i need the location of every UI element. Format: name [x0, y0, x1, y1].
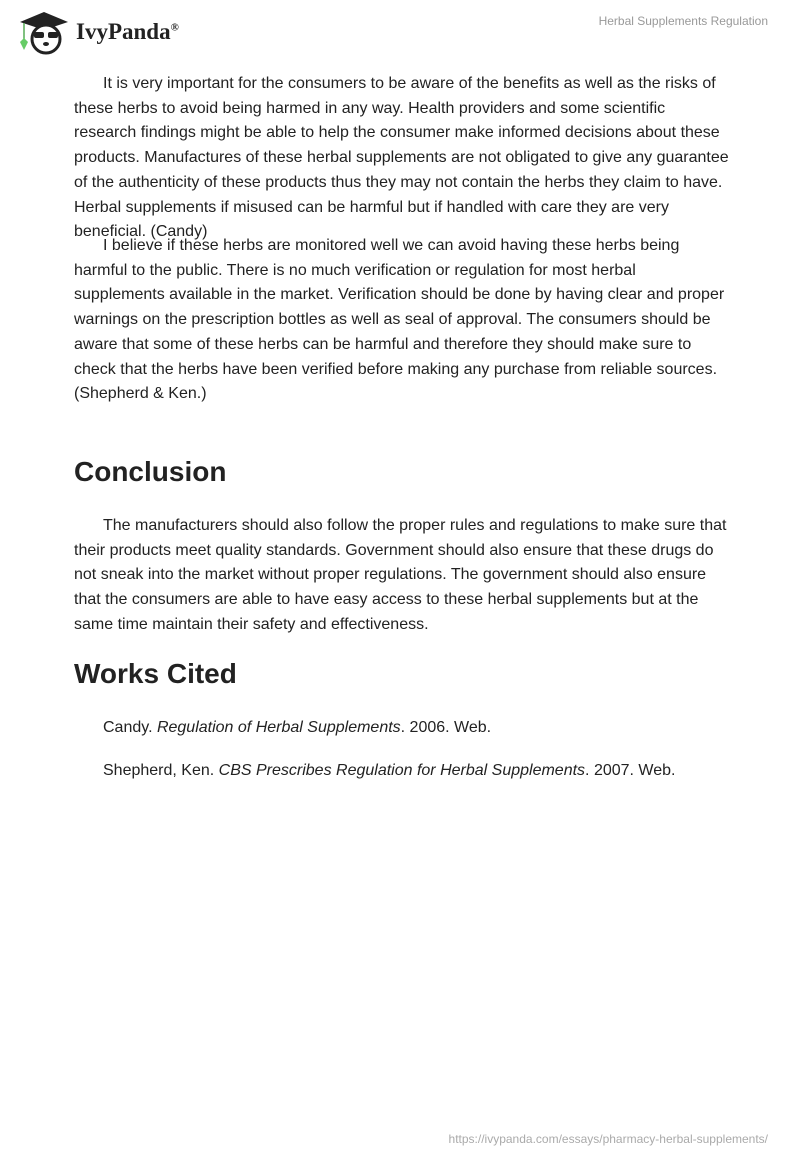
document-title: Herbal Supplements Regulation	[598, 14, 768, 28]
citation-entry: Candy. Regulation of Herbal Supplements. 2006. Web.	[103, 719, 492, 736]
panda-graduate-icon	[16, 8, 70, 56]
brand-name: IvyPanda®	[76, 19, 179, 44]
body-paragraph: It is very important for the consumers to be aware of the benefits as well as the risks of these herbs to avoid being harmed in any way. Health providers and some scientific research findings might be able to help the consumer make informed decisions about these products. Manufactures of these herbal supplements are not obligated to give any guarantee of the authenticity of these products thus they may not contain the herbs they claim to have. Herbal supplements if misused can be harmful but if handled with care they are very beneficial. (Candy)	[74, 75, 729, 241]
ivypanda-logo[interactable]	[16, 8, 179, 56]
citation-entry: Shepherd, Ken. CBS Prescribes Regulation for Herbal Supplements. 2007. Web.	[103, 762, 676, 779]
works-cited-heading: Works Cited	[74, 658, 237, 689]
conclusion-paragraph: The manufacturers should also follow the proper rules and regulations to make sure that their products meet quality standards. Government should also ensure that these drugs do not sneak into the market without proper regulations. The government should also ensure that the consumers are able to have easy access to these herbal supplements but at the same time maintain their safety and effectiveness.	[74, 517, 727, 633]
body-paragraph: I believe if these herbs are monitored well we can avoid having these herbs being harmful to the public. There is no much verification or regulation for most herbal supplements available in the market. Verification should be done by having clear and proper warnings on the prescription bottles as well as seal of approval. The consumers should be aware that some of these herbs can be harmful and therefore they should make sure to check that the herbs have been verified before making any purchase from reliable sources. (Shepherd & Ken.)	[74, 237, 725, 403]
conclusion-heading: Conclusion	[74, 456, 227, 487]
source-url[interactable]: https://ivypanda.com/essays/pharmacy-herbal-supplements/	[448, 1132, 768, 1146]
